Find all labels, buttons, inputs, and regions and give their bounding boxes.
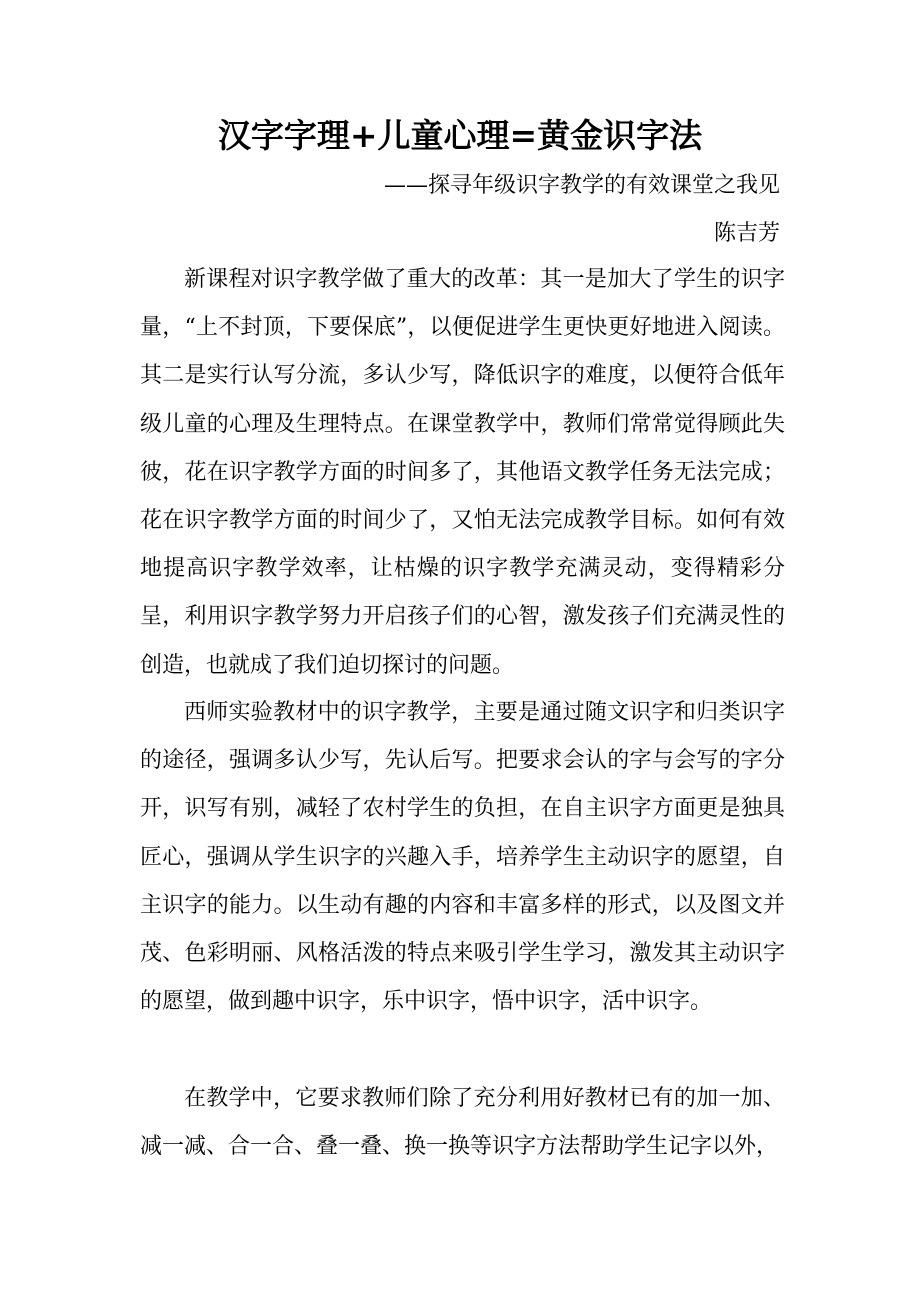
document-subtitle: ——探寻年级识字教学的有效课堂之我见 xyxy=(383,173,780,198)
document-author: 陈吉芳 xyxy=(713,221,780,246)
body-paragraph-3: 在教学中，它要求教师们除了充分利用好教材已有的加一加、减一减、合一合、叠一叠、换一换等识字方法帮助学生记字以外， xyxy=(140,1086,785,1160)
document-title: 汉字字理+儿童心理=黄金识字法 xyxy=(217,116,703,155)
body-paragraph-2: 西师实验教材中的识字教学，主要是通过随文识字和归类识字的途径，强调多认少写，先认后写。把要求会认的字与会写的字分开，识写有别，减轻了农村学生的负担，在自主识字方面更是独具匠心，强调从学生识字的兴趣入手，培养学生主动识字的愿望，自主识字的能力。以生动有趣的内容和丰富多样的形式，以及图文并茂、色彩明丽、风格活泼的特点来吸引学生学习，激发其主动识字的愿望，做到趣中识字，乐中识字，悟中识字，活中识字。 xyxy=(140,700,785,1015)
body-paragraph-1: 新课程对识字教学做了重大的改革：其一是加大了学生的识字量，“上不封顶，下要保底”，以便促进学生更快更好地进入阅读。其二是实行认写分流，多认少写，降低识字的难度，以便符合低年级儿童的心理及生理特点。在课堂教学中，教师们常常觉得顾此失彼，花在识字教学方面的时间多了，其他语文教学任务无法完成；花在识字教学方面的时间少了，又怕无法完成教学目标。如何有效地提高识字教学效率，让枯燥的识字教学充满灵动，变得精彩分呈，利用识字教学努力开启孩子们的心智，激发孩子们充满灵性的创造，也就成了我们迫切探讨的问题。 xyxy=(140,267,785,678)
